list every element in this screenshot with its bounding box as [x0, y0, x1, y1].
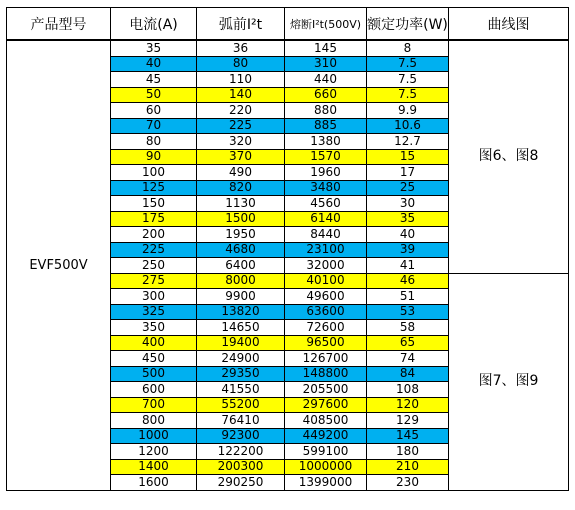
power-cell: 108: [367, 382, 449, 398]
prearc-cell: 110: [197, 72, 285, 88]
power-cell: 40: [367, 227, 449, 243]
power-cell: 7.5: [367, 56, 449, 72]
prearc-cell: 122200: [197, 444, 285, 460]
current-cell: 1000: [111, 428, 197, 444]
current-cell: 40: [111, 56, 197, 72]
fusing-cell: 310: [285, 56, 367, 72]
fusing-cell: 96500: [285, 335, 367, 351]
fusing-cell: 449200: [285, 428, 367, 444]
current-cell: 700: [111, 397, 197, 413]
prearc-cell: 200300: [197, 459, 285, 475]
fusing-cell: 23100: [285, 242, 367, 258]
current-cell: 275: [111, 273, 197, 289]
power-cell: 7.5: [367, 72, 449, 88]
table-body: [7, 40, 569, 490]
fusing-cell: 145: [285, 40, 367, 56]
current-cell: 100: [111, 165, 197, 181]
current-cell: 500: [111, 366, 197, 382]
power-cell: 46: [367, 273, 449, 289]
current-cell: 1600: [111, 475, 197, 491]
prearc-cell: 4680: [197, 242, 285, 258]
curve-cell: 图6、图8: [449, 40, 569, 273]
fusing-cell: 660: [285, 87, 367, 103]
spec-table-container: [6, 7, 568, 491]
prearc-cell: 225: [197, 118, 285, 134]
fusing-cell: 599100: [285, 444, 367, 460]
current-cell: 800: [111, 413, 197, 429]
power-cell: 25: [367, 180, 449, 196]
current-cell: 70: [111, 118, 197, 134]
current-cell: 300: [111, 289, 197, 305]
fusing-cell: 297600: [285, 397, 367, 413]
header-rated-power: 额定功率(W): [367, 8, 449, 41]
prearc-cell: 220: [197, 103, 285, 119]
power-cell: 84: [367, 366, 449, 382]
prearc-cell: 29350: [197, 366, 285, 382]
prearc-cell: 24900: [197, 351, 285, 367]
current-cell: 325: [111, 304, 197, 320]
current-cell: 600: [111, 382, 197, 398]
table-header: [7, 8, 569, 41]
power-cell: 39: [367, 242, 449, 258]
current-cell: 450: [111, 351, 197, 367]
current-cell: 60: [111, 103, 197, 119]
power-cell: 12.7: [367, 134, 449, 150]
prearc-cell: 14650: [197, 320, 285, 336]
table-row: [7, 40, 569, 56]
current-cell: 350: [111, 320, 197, 336]
prearc-cell: 140: [197, 87, 285, 103]
power-cell: 9.9: [367, 103, 449, 119]
fusing-cell: 1570: [285, 149, 367, 165]
prearc-cell: 1130: [197, 196, 285, 212]
current-cell: 45: [111, 72, 197, 88]
fusing-cell: 1000000: [285, 459, 367, 475]
current-cell: 175: [111, 211, 197, 227]
power-cell: 53: [367, 304, 449, 320]
current-cell: 125: [111, 180, 197, 196]
fusing-cell: 49600: [285, 289, 367, 305]
power-cell: 145: [367, 428, 449, 444]
prearc-cell: 6400: [197, 258, 285, 274]
header-prearc-i2t: 弧前I²t: [197, 8, 285, 41]
power-cell: 51: [367, 289, 449, 305]
prearc-cell: 9900: [197, 289, 285, 305]
fusing-cell: 885: [285, 118, 367, 134]
prearc-cell: 820: [197, 180, 285, 196]
current-cell: 1400: [111, 459, 197, 475]
fusing-cell: 40100: [285, 273, 367, 289]
fusing-cell: 880: [285, 103, 367, 119]
power-cell: 120: [367, 397, 449, 413]
current-cell: 150: [111, 196, 197, 212]
current-cell: 90: [111, 149, 197, 165]
fuse-spec-table: [6, 7, 569, 491]
power-cell: 210: [367, 459, 449, 475]
prearc-cell: 290250: [197, 475, 285, 491]
fusing-cell: 1380: [285, 134, 367, 150]
prearc-cell: 13820: [197, 304, 285, 320]
power-cell: 41: [367, 258, 449, 274]
prearc-cell: 1950: [197, 227, 285, 243]
prearc-cell: 320: [197, 134, 285, 150]
power-cell: 230: [367, 475, 449, 491]
fusing-cell: 126700: [285, 351, 367, 367]
power-cell: 74: [367, 351, 449, 367]
power-cell: 30: [367, 196, 449, 212]
current-cell: 200: [111, 227, 197, 243]
prearc-cell: 1500: [197, 211, 285, 227]
fusing-cell: 440: [285, 72, 367, 88]
power-cell: 65: [367, 335, 449, 351]
power-cell: 15: [367, 149, 449, 165]
current-cell: 250: [111, 258, 197, 274]
header-row: [7, 8, 569, 41]
prearc-cell: 370: [197, 149, 285, 165]
current-cell: 80: [111, 134, 197, 150]
power-cell: 35: [367, 211, 449, 227]
fusing-cell: 8440: [285, 227, 367, 243]
fusing-cell: 408500: [285, 413, 367, 429]
current-cell: 50: [111, 87, 197, 103]
header-curve: 曲线图: [449, 8, 569, 41]
power-cell: 8: [367, 40, 449, 56]
current-cell: 35: [111, 40, 197, 56]
fusing-cell: 205500: [285, 382, 367, 398]
prearc-cell: 92300: [197, 428, 285, 444]
fusing-cell: 32000: [285, 258, 367, 274]
fusing-cell: 3480: [285, 180, 367, 196]
power-cell: 129: [367, 413, 449, 429]
power-cell: 58: [367, 320, 449, 336]
header-fusing-i2t: 熔断I²t(500V): [285, 8, 367, 41]
prearc-cell: 41550: [197, 382, 285, 398]
power-cell: 10.6: [367, 118, 449, 134]
fusing-cell: 63600: [285, 304, 367, 320]
prearc-cell: 80: [197, 56, 285, 72]
prearc-cell: 490: [197, 165, 285, 181]
prearc-cell: 19400: [197, 335, 285, 351]
fusing-cell: 6140: [285, 211, 367, 227]
current-cell: 225: [111, 242, 197, 258]
prearc-cell: 55200: [197, 397, 285, 413]
power-cell: 17: [367, 165, 449, 181]
prearc-cell: 8000: [197, 273, 285, 289]
fusing-cell: 4560: [285, 196, 367, 212]
fusing-cell: 1399000: [285, 475, 367, 491]
current-cell: 400: [111, 335, 197, 351]
fusing-cell: 148800: [285, 366, 367, 382]
model-cell: EVF500V: [7, 40, 111, 490]
prearc-cell: 76410: [197, 413, 285, 429]
power-cell: 7.5: [367, 87, 449, 103]
fusing-cell: 72600: [285, 320, 367, 336]
prearc-cell: 36: [197, 40, 285, 56]
power-cell: 180: [367, 444, 449, 460]
header-current: 电流(A): [111, 8, 197, 41]
curve-cell: 图7、图9: [449, 273, 569, 490]
fusing-cell: 1960: [285, 165, 367, 181]
header-model: 产品型号: [7, 8, 111, 41]
current-cell: 1200: [111, 444, 197, 460]
